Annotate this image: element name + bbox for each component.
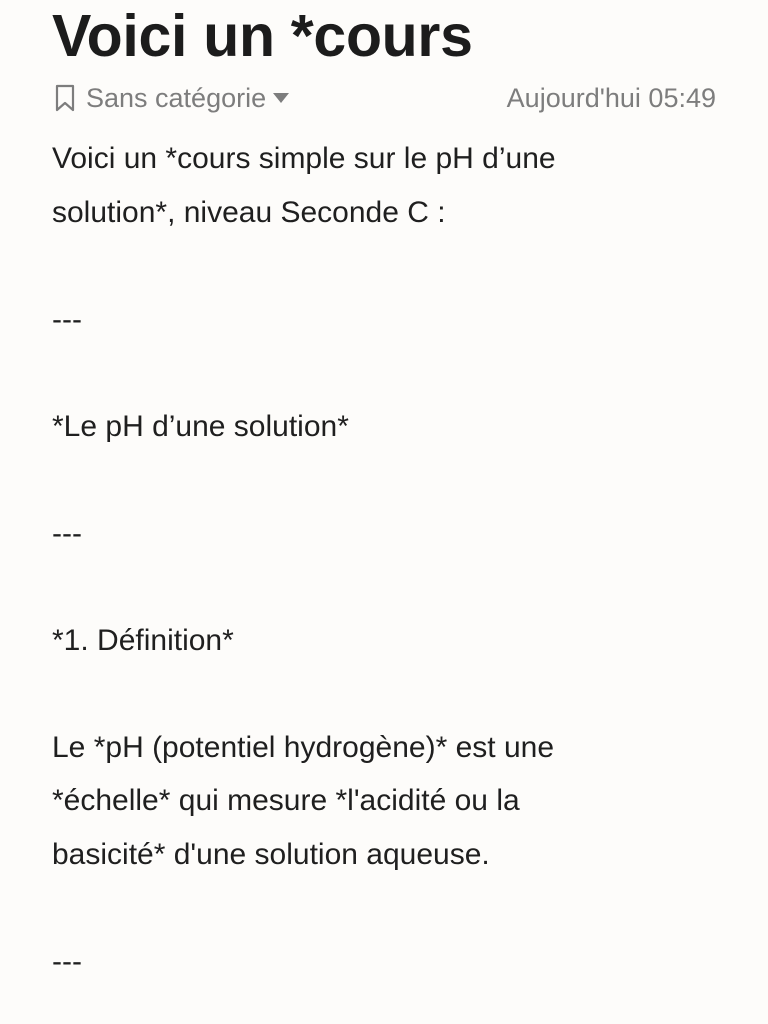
bookmark-icon [52,83,78,113]
blank-line [52,453,716,507]
body-line: *échelle* qui mesure *l'acidité ou la [52,784,520,817]
note-timestamp: Aujourd'hui 05:49 [506,82,716,113]
body-line: Le *pH (potentiel hydrogène)* est une [52,730,555,764]
separator-line: --- [52,516,82,550]
caret-down-icon [272,92,290,104]
blank-line [52,346,716,400]
blank-line [52,881,716,935]
section-heading: *1. Définition* [52,623,234,657]
blank-line [52,239,716,293]
body-line: solution*, niveau Seconde C : [52,195,446,229]
note-body[interactable] [52,132,716,988]
section-heading: *Le pH d’une solution* [52,409,349,443]
separator-line: --- [52,944,82,978]
blank-line [52,560,716,614]
note-meta-bar [52,80,716,116]
category-label: Sans catégorie [86,82,267,113]
note-title[interactable]: Voici un *cours [52,3,473,69]
blank-line [52,667,716,721]
body-line: Voici un *cours simple sur le pH d’une [52,142,556,175]
separator-line: --- [52,302,82,336]
body-line: basicité* d'une solution aqueuse. [52,837,490,871]
category-selector[interactable] [52,83,290,114]
